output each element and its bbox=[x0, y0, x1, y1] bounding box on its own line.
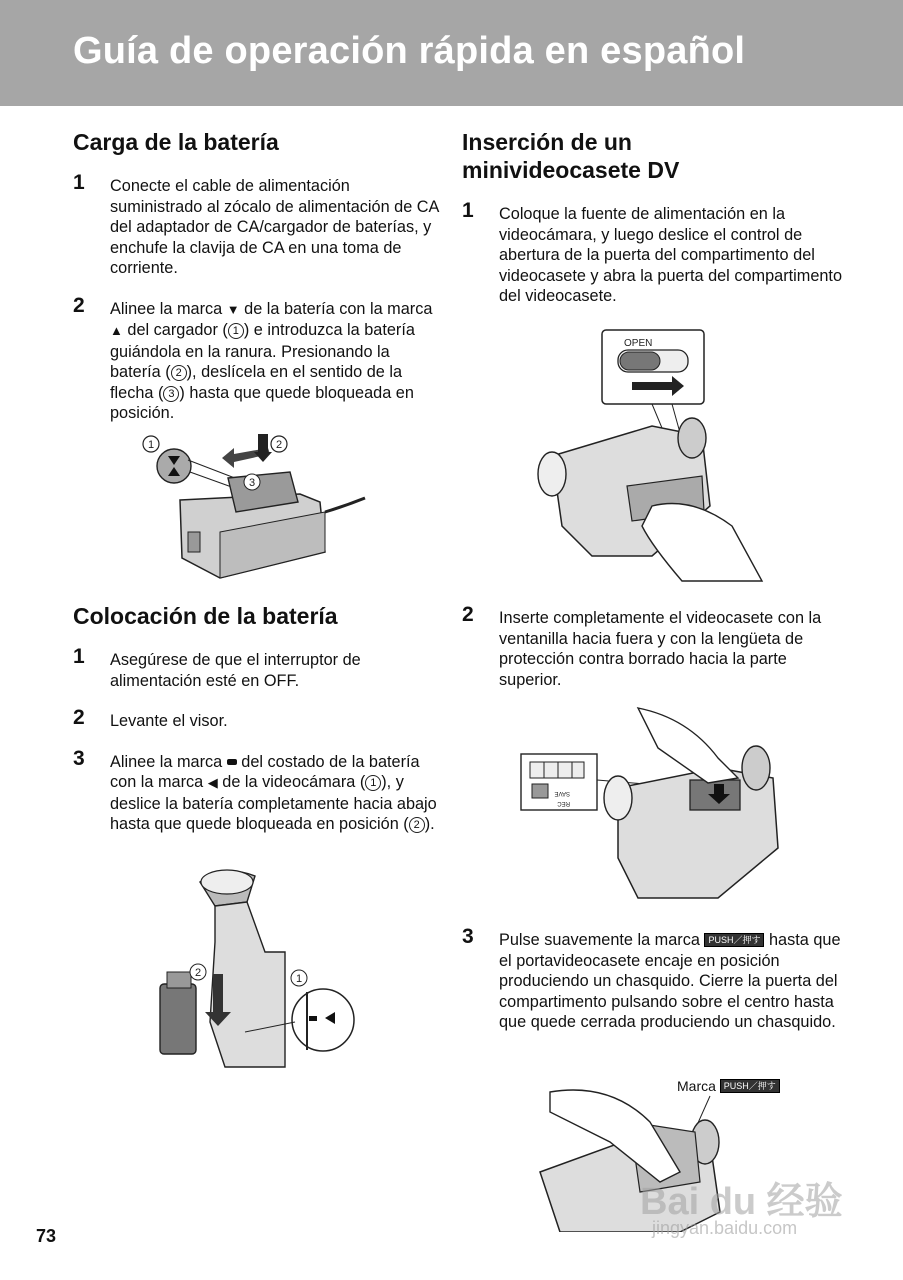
step-number: 3 bbox=[462, 925, 474, 948]
insercion-step-2 bbox=[462, 603, 842, 690]
step-number: 1 bbox=[73, 645, 85, 668]
watermark: Bai du 经验 bbox=[640, 1181, 843, 1223]
open-label: OPEN bbox=[624, 338, 653, 349]
section-title-carga: Carga de la batería bbox=[73, 129, 279, 155]
step-text: Alinee la marca bbox=[110, 299, 227, 318]
circled-number: 2 bbox=[171, 365, 187, 381]
step-text: Levante el visor. bbox=[110, 712, 228, 730]
charger-illustration bbox=[140, 432, 380, 582]
step-text: Inserte completamente el videocasete con la ventanilla hacia fuera y con la lengüeta de protección contra borrado hacia la parte superior. bbox=[499, 609, 822, 689]
step-text: Asegúrese de que el interruptor de alimentación esté en OFF. bbox=[110, 651, 361, 690]
step-text: hasta que el portavideocasete encaje en posición produciendo un chasquido. Cierre la puerta del compartimento pulsando sobre el centro hasta que quede cerrada produciendo un chasquido. bbox=[499, 931, 841, 1031]
lens bbox=[678, 418, 706, 458]
triangle-left-icon: ◀ bbox=[207, 775, 218, 790]
step-number: 3 bbox=[73, 746, 85, 770]
carga-step-1 bbox=[73, 171, 443, 279]
step-text: Pulse suavemente la marca bbox=[499, 931, 705, 949]
title-line-1: Inserción de un bbox=[462, 129, 632, 155]
section-title-insercion bbox=[462, 128, 842, 184]
label-2: 2 bbox=[275, 439, 283, 451]
step-text: Coloque la fuente de alimentación en la videocámara, y luego deslice el control de abertura de la puerta del compartimento del videocasete y abra la puerta del compartimento del videocasete. bbox=[499, 205, 843, 305]
step-text: de la videocámara ( bbox=[217, 773, 366, 791]
insercion-step-1 bbox=[462, 199, 843, 307]
insercion-step-3-wrap bbox=[462, 925, 842, 1033]
step-text: de la batería con la marca bbox=[239, 299, 433, 318]
step-text: ), y deslice la batería completamente hacia abajo hasta que quede bloqueada en posición ( bbox=[110, 773, 437, 833]
watermark-url: jingyan.baidu.com bbox=[652, 1218, 798, 1238]
colocacion-step-2 bbox=[73, 706, 443, 732]
section-insercion bbox=[462, 128, 842, 307]
zoom-circle bbox=[292, 989, 354, 1051]
label-1: 1 bbox=[147, 439, 155, 451]
page-title: Guía de operación rápida en español bbox=[73, 30, 746, 72]
cable bbox=[325, 498, 365, 512]
step-text: ) e introduzca la batería guiándola en la ranura. Presionando la batería ( bbox=[110, 321, 415, 381]
step-text: ), deslícela en el sentido de la flecha ( bbox=[110, 363, 403, 402]
step-text: del costado de la batería con la marca bbox=[110, 752, 420, 791]
label-2: 2 bbox=[194, 967, 202, 979]
eyepiece bbox=[538, 452, 566, 496]
step-text: Alinee la marca bbox=[110, 752, 227, 771]
label-3: 3 bbox=[248, 477, 256, 489]
section-colocacion bbox=[73, 602, 443, 835]
triangle-up-icon: ▲ bbox=[110, 323, 123, 338]
step-number: 2 bbox=[73, 706, 85, 729]
step-number: 1 bbox=[73, 171, 85, 194]
page-number: 73 bbox=[36, 1226, 57, 1246]
insercion-step-2-wrap bbox=[462, 603, 842, 690]
marca-label: Marca bbox=[677, 1078, 716, 1094]
zoom-circle bbox=[157, 449, 191, 483]
circled-number: 2 bbox=[409, 817, 425, 833]
battery-mark-icon bbox=[227, 759, 237, 765]
step-text: ). bbox=[424, 815, 435, 833]
step-text: Conecte el cable de alimentación suministrado al zócalo de alimentación de CA del adaptador de CA/cargador de baterías, y enchufe la clavija de CA en una toma de corriente. bbox=[110, 177, 439, 277]
section-carga bbox=[73, 128, 443, 424]
step-number: 1 bbox=[462, 199, 474, 222]
circled-number: 1 bbox=[365, 775, 381, 791]
page-header bbox=[0, 0, 903, 106]
step-text: ) hasta que quede bloqueada en posición. bbox=[110, 383, 414, 422]
step-number: 2 bbox=[73, 293, 85, 317]
hand-shape bbox=[638, 708, 738, 783]
label-1: 1 bbox=[295, 973, 303, 985]
open-door-illustration bbox=[532, 326, 772, 586]
battery-placement-illustration bbox=[155, 862, 365, 1072]
hand-shape bbox=[642, 504, 762, 582]
carga-step-2 bbox=[73, 293, 443, 424]
triangle-down-icon: ▼ bbox=[226, 301, 240, 317]
battery bbox=[160, 984, 196, 1054]
cassette-insert-illustration bbox=[518, 698, 788, 903]
section-title-colocacion: Colocación de la batería bbox=[73, 603, 338, 629]
title-line-2: minivideocasete DV bbox=[462, 157, 680, 183]
save-label: SAVE bbox=[554, 790, 570, 796]
push-mark: PUSH／押す bbox=[720, 1079, 780, 1093]
step-text: del cargador ( bbox=[122, 321, 228, 339]
rec-label: REC bbox=[557, 800, 570, 806]
circled-number: 3 bbox=[163, 386, 179, 402]
circled-number: 1 bbox=[228, 323, 244, 339]
colocacion-step-3 bbox=[73, 746, 443, 835]
colocacion-step-1 bbox=[73, 645, 443, 691]
insercion-step-3 bbox=[462, 925, 842, 1033]
push-mark: PUSH／押す bbox=[704, 933, 764, 947]
step-number: 2 bbox=[462, 603, 474, 626]
